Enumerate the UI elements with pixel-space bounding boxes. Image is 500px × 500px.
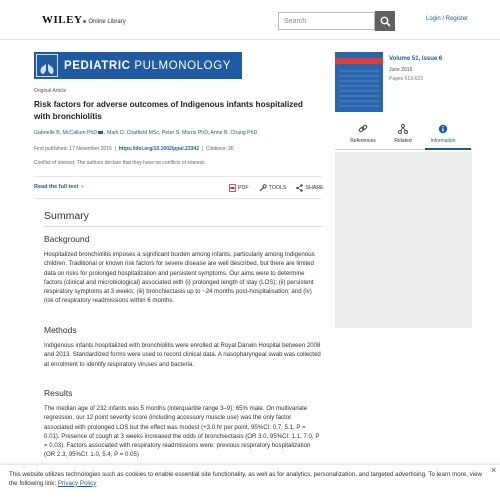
author-link[interactable]: Anne B. Chang PhD xyxy=(210,130,258,136)
close-icon[interactable]: × xyxy=(491,465,497,475)
publication-line: First published: 17 November 2015 | https://doi.org/10.1002/ppul.23342 | Citations: 26 xyxy=(34,146,234,152)
privacy-policy-link[interactable]: Privacy Policy xyxy=(57,479,97,487)
divider xyxy=(44,226,322,227)
cookie-banner xyxy=(0,465,500,500)
journal-title-word1: PEDIATRIC xyxy=(64,59,131,72)
tab-references[interactable] xyxy=(341,123,385,149)
methods-heading: Methods xyxy=(44,325,77,335)
share-label: SHARE xyxy=(305,185,324,191)
search-input[interactable]: Search xyxy=(278,12,375,30)
article-type: Original Article xyxy=(34,88,67,94)
conflict-of-interest: Conflict of interest: The authors declare that they have no conflicts of interest. xyxy=(34,160,206,166)
tab-related[interactable] xyxy=(381,123,425,149)
read-full-text-link[interactable] xyxy=(34,184,83,190)
volume-issue-link[interactable]: Volume 51, Issue 6 xyxy=(389,56,443,62)
chevron-right-icon: › xyxy=(79,184,84,190)
background-heading: Background xyxy=(44,234,90,244)
pdf-label: PDF xyxy=(238,185,249,191)
results-heading: Results xyxy=(44,388,73,398)
wiley-logo[interactable] xyxy=(42,14,126,26)
tools-label: TOOLS xyxy=(268,185,287,191)
article-tools xyxy=(229,184,324,192)
results-paragraph: The median age of 232 infants was 5 months (interquartile range 3–9); 65% male. On multivariate regression, our 12 point severity score (including accessory muscle use) was the only factor associated with prolonged LOS but the effect was modest (+3.0 hr per point, 95%CI: 0.7, 5.1, P = 0.01). Presence of cough at 3 weeks increased the odds of bronchiectasis (OR 3.0, 95%CI: 1.1, 7.0, P = 0.03). Factors associated with respiratory readmissions were: previous respiratory hospitalization (OR 2.3, 95%CI: 1.0, 5.4, P = 0.05) xyxy=(44,405,320,459)
logo-subtitle: Online Library xyxy=(88,19,126,25)
email-icon[interactable] xyxy=(98,131,103,135)
pdf-button[interactable] xyxy=(229,184,249,192)
login-register-link[interactable]: Login / Register xyxy=(426,16,469,22)
active-tab-indicator xyxy=(425,148,471,150)
info-icon xyxy=(438,124,448,134)
sidebar-tabs xyxy=(335,123,472,149)
network-icon xyxy=(398,124,408,134)
search-icon xyxy=(380,16,391,27)
author-link[interactable]: Peter S. Morris PhD xyxy=(161,130,208,136)
share-button[interactable] xyxy=(296,184,323,192)
tools-button[interactable] xyxy=(259,184,287,192)
read-full-text-label: Read the full text xyxy=(34,184,79,190)
link-icon xyxy=(358,124,368,134)
author-link[interactable]: Gabrielle B. McCallum PhD xyxy=(34,130,98,136)
sidebar-panel xyxy=(335,152,472,328)
site-header xyxy=(0,0,500,40)
divider xyxy=(34,176,322,177)
pdf-icon xyxy=(229,184,236,192)
logo-brand: WILEY xyxy=(42,14,83,26)
divider xyxy=(34,198,322,199)
doi-link[interactable]: https://doi.org/10.1002/ppul.23342 xyxy=(118,146,199,152)
journal-title xyxy=(64,60,231,72)
issue-date: June 2016 xyxy=(389,67,413,73)
search-button[interactable] xyxy=(375,11,395,31)
methods-paragraph: Indigenous infants hospitalized with bronchiolitis were enrolled at Royal Darwin Hospital between 2008 and 2013. Standardized forms were used to record clinical data. A nasopharyngeal swab was collected at enrolment to identify respiratory viruses and bacteria. xyxy=(44,342,321,368)
share-icon xyxy=(296,184,303,192)
journal-banner[interactable] xyxy=(34,52,242,79)
cover-pattern xyxy=(339,69,379,107)
author-link[interactable]: Mark D. Chatfield MSc xyxy=(107,130,159,136)
tab-label: Related xyxy=(394,138,412,144)
logo-dot xyxy=(83,20,86,23)
tab-label: Information xyxy=(430,138,456,144)
citations-count[interactable]: Citations: 26 xyxy=(205,146,234,152)
tab-information[interactable] xyxy=(421,123,465,149)
journal-cover-image[interactable] xyxy=(335,52,383,112)
first-published: First published: 17 November 2015 xyxy=(34,146,112,152)
issue-pages: Pages 613-623 xyxy=(389,76,423,82)
journal-lungs-icon xyxy=(36,54,58,77)
journal-title-word2: PULMONOLOGY xyxy=(134,59,232,72)
summary-heading: Summary xyxy=(44,210,89,222)
cover-strip xyxy=(335,58,383,64)
article-title: Risk factors for adverse outcomes of Indigenous infants hospitalized with bronchiolitis xyxy=(34,100,303,121)
cookie-message: This website utilizes technologies such as cookies to enable essential site functionality, as well as for analytics, personalization, and targeted advertising. To learn more, view the following link: xyxy=(9,471,483,487)
background-paragraph: Hospitalized bronchiolitis imposes a significant burden among infants, particularly among Indigenous children. Traditional or known risk factors for severe disease are well described, but there are limited data on risks for prolonged hospitalization and persistent symptoms. Our aims were to determine factors (clinical and microbiological) associated with (i) prolonged length of stay (LOS); (ii) persistent respiratory symptoms at 3 weeks; (iii) bronchiectasis up to ~24 months post-hospitalisation; and (iv) risk of respiratory readmissions within 6 months. xyxy=(44,251,315,305)
tab-label: References xyxy=(350,138,376,144)
author-list: Gabrielle B. McCallum PhD , Mark D. Chatfield MSc, Peter S. Morris PhD, Anne B. Chang PhD xyxy=(34,130,258,136)
cookie-text xyxy=(9,471,489,488)
wrench-icon xyxy=(259,184,267,192)
